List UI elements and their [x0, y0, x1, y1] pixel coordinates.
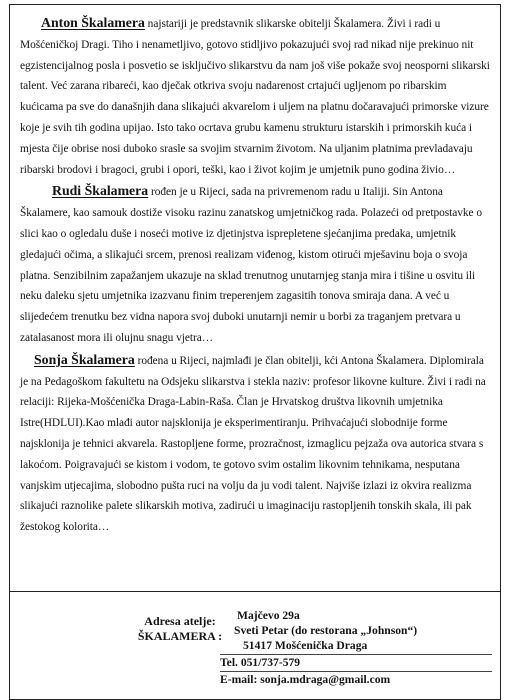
document-page — [9, 4, 501, 700]
artist-name-anton: Anton Škalamera — [41, 15, 145, 30]
address-label — [130, 614, 230, 644]
address-city: 51417 Mošćenička Draga — [243, 639, 368, 653]
address-details — [220, 608, 508, 687]
address-street: Majčevo 29a — [237, 609, 300, 622]
artist-name-sonja: Sonja Škalamera — [34, 351, 135, 367]
bio-text-sonja: rođena u Rijeci, najmlađi je član obitelji, kći Antona Škalamera. Diplomirala je na Pedagoškom fakultetu na Odsjeku slikarstva i stekla naziv: profesor likovne kulture. Živi i radi na relaciji: Rijeka-Mošćenička Draga-Labin-Raša. Član je Hrvatskog društva likovnih umjetnika Istre(HDLUI).Kao mlađi autor najsklonija je eksperimentiranju. Prihvaćajući slobodnije forme najsklonija je tehnici akvarela. Rastopljene forme, prozračnost, izmaglicu pejzaža ova autorica stvara s lakoćom. Poigravajući se kistom i vodom, te gotovo svim ostalim likovnim tehnikama, nesputana vanjskim utjecajima, slobodno pušta ruci na volju da ju vodi talent. Najviše izlazi iz okvira realizma slikajući raznolike palete slikarskih motiva, zadirući u imaginaciju rastopljenih tonskih skala, ili pak žestokog kolorita… — [20, 354, 486, 534]
bio-text-rudi: rođen je u Rijeci, sada na privremenom radu u Italiji. Sin Antona Škalamere, kao samouk dostiže visoku razinu zanatskog umjetničkog rada. Polazeći od pretpostavke o slici kao o ogledalu duše i noseći motive iz djetinjstva isprepletene sjećanjima predaka, umjetnik gledajući očima, a slikajući srcem, prenosi realizam viđenog, kistom otirući mješavinu boja o svoja platna. Senzibilnim zapažanjem ukazuje na sklad trenutnog unutarnjeg stanja mira i tišine u osvitu ili neku daleku sjetu umjetnika izazvanu finim treperenjem zagasitih tonova smiraja dana. A već u slijedećem trenutku bez vidna napora svoj duboki unutarnji nemir u borbi za traganjem pretvara u zatalasanost mora ili olujnu snagu vjetra… — [20, 186, 482, 344]
bio-text-anton: najstariji je predstavnik slikarske obitelji Škalamera. Živi i radi u Mošćeničkoj Dragi. Tiho i nenametljivo, gotovo stidljivo pokazujući svoj rad nikad nije prekinuo nit egzistencijalnog posla i posvetio se isključivo slikarstvu da nam još više pokaže svoj neosporni slikarski talent. Već zarana ribareći, kao dječak otkriva svoju nadarenost crtajući ugljenom po ribarskim kućicama pa sve do današnjih dana slikajući akvarelom i uljem na platnu dočaravajući primorske vizure koje je svih tih godina upijao. Isto tako ocrtava grubu kamenu strukturu istarskih i primorskih kuća i mjesta čije obrise nosi duboko srasle sa svojim stvarnim životom. Na uljanim platnima prevladavaju ribarski brodovi i bragoci, grubi i opori, teški, kao i život kojim je umjetnik puno godina živio… — [20, 18, 490, 176]
bio-rudi — [20, 181, 490, 348]
address-label-line1: Adresa atelje: — [144, 614, 216, 628]
address-email[interactable]: E-mail: sonja.mdraga@gmail.com — [220, 671, 492, 687]
address-landmark: Sveti Petar (do restorana „Johnson“) — [234, 624, 418, 638]
address-label-line2: ŠKALAMERA : — [137, 629, 223, 643]
biographies — [10, 5, 500, 592]
bio-sonja — [20, 350, 490, 538]
artist-name-rudi: Rudi Škalamera — [52, 183, 149, 199]
address-phone: Tel. 051/737-579 — [220, 654, 492, 670]
bio-anton — [20, 13, 490, 180]
studio-address-box — [10, 592, 500, 699]
